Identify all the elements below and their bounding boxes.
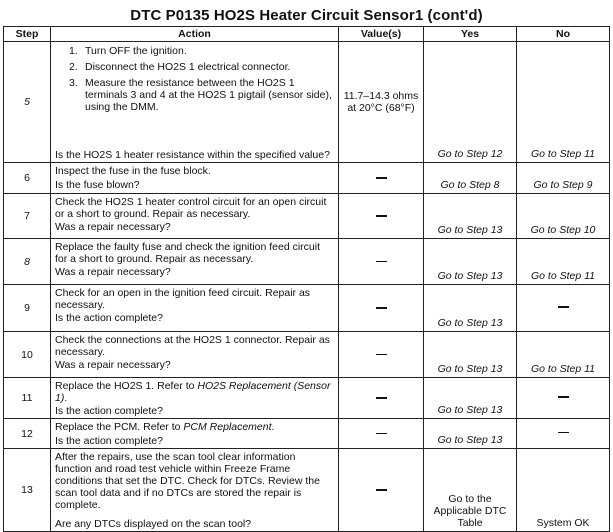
instruction-text: Replace the faulty fuse and check the ignition feed circuit for a short to ground. Repair as necessary.	[55, 241, 320, 265]
dash-mark	[558, 306, 569, 308]
step-number: 8	[4, 239, 51, 285]
instruction-text: After the repairs, use the scan tool clear information function and road test vehicle within Freeze Frame conditions that set the DTC. Check for DTCs. Review the scan tool data and if no DTCs are stored the repair is complete.	[55, 451, 320, 511]
action-cell	[51, 163, 339, 194]
table-row	[4, 239, 610, 285]
step-number: 13	[4, 449, 51, 532]
header-yes: Yes	[424, 27, 517, 42]
dash-mark	[376, 397, 387, 399]
action-cell	[51, 449, 339, 532]
action-cell	[51, 332, 339, 378]
instruction-text: Replace the PCM. Refer to PCM Replacement.	[55, 421, 275, 433]
table-row	[4, 378, 610, 419]
question-text: Was a repair necessary?	[55, 266, 171, 278]
table-header-row	[4, 27, 610, 42]
instruction-text: Check for an open in the ignition feed circuit. Repair as necessary.	[55, 287, 311, 311]
dash-mark	[376, 307, 387, 309]
question-text: Is the HO2S 1 heater resistance within the specified value?	[55, 149, 330, 161]
action-cell	[51, 378, 339, 419]
dash-mark	[376, 215, 387, 217]
question-text: Is the action complete?	[55, 435, 163, 447]
yes-result: Go to Step 8	[424, 163, 517, 194]
value-text	[339, 332, 424, 378]
dash-mark	[558, 432, 569, 434]
table-row	[4, 163, 610, 194]
question-text: Was a repair necessary?	[55, 359, 171, 371]
substep-item: 1. Turn OFF the ignition.	[69, 45, 187, 57]
yes-result: Go to Step 13	[424, 285, 517, 332]
value-text	[339, 239, 424, 285]
step-number: 7	[4, 194, 51, 239]
question-text: Is the action complete?	[55, 312, 163, 324]
substep-item: 2. Disconnect the HO2S 1 electrical connector.	[69, 61, 291, 73]
yes-result: Go to the Applicable DTC Table	[424, 449, 517, 532]
value-text	[339, 449, 424, 532]
yes-result: Go to Step 13	[424, 194, 517, 239]
yes-result: Go to Step 13	[424, 419, 517, 449]
no-result: Go to Step 11	[517, 42, 610, 163]
header-no: No	[517, 27, 610, 42]
action-cell	[51, 239, 339, 285]
question-text: Are any DTCs displayed on the scan tool?	[55, 518, 252, 530]
table-row	[4, 332, 610, 378]
no-result: System OK	[517, 449, 610, 532]
dash-mark	[376, 261, 387, 263]
value-text	[339, 194, 424, 239]
step-number: 12	[4, 419, 51, 449]
header-values: Value(s)	[339, 27, 424, 42]
dash-mark	[376, 433, 387, 435]
no-result	[517, 378, 610, 419]
instruction-text: Check the HO2S 1 heater control circuit for an open circuit or a short to ground. Repair as necessary.	[55, 196, 327, 220]
question-text: Was a repair necessary?	[55, 221, 171, 233]
action-cell	[51, 194, 339, 239]
no-result: Go to Step 9	[517, 163, 610, 194]
header-action: Action	[51, 27, 339, 42]
no-result	[517, 419, 610, 449]
value-text	[339, 378, 424, 419]
table-row	[4, 194, 610, 239]
header-step: Step	[4, 27, 51, 42]
question-text: Is the action complete?	[55, 405, 163, 417]
table-row	[4, 42, 610, 163]
value-text	[339, 285, 424, 332]
no-result	[517, 285, 610, 332]
instruction-text: Replace the HO2S 1. Refer to HO2S Replacement (Sensor 1).	[55, 380, 331, 404]
step-number: 10	[4, 332, 51, 378]
question-text: Is the fuse blown?	[55, 179, 140, 191]
no-result: Go to Step 11	[517, 239, 610, 285]
table-row	[4, 419, 610, 449]
action-cell	[51, 419, 339, 449]
yes-result: Go to Step 12	[424, 42, 517, 163]
reference-link[interactable]: HO2S Replacement (Sensor 1)	[55, 380, 331, 404]
dash-mark	[376, 489, 387, 491]
yes-result: Go to Step 13	[424, 332, 517, 378]
table-row	[4, 449, 610, 532]
dash-mark	[558, 396, 569, 398]
yes-result: Go to Step 13	[424, 378, 517, 419]
dash-mark	[376, 354, 387, 356]
diagnostic-table	[3, 26, 610, 532]
step-number: 6	[4, 163, 51, 194]
step-number: 5	[4, 42, 51, 163]
instruction-text: Check the connections at the HO2S 1 connector. Repair as necessary.	[55, 334, 330, 358]
action-cell	[51, 42, 339, 163]
reference-link[interactable]: PCM Replacement	[183, 421, 272, 433]
no-result: Go to Step 10	[517, 194, 610, 239]
page-title: DTC P0135 HO2S Heater Circuit Sensor1 (cont'd)	[130, 7, 483, 24]
value-text	[339, 419, 424, 449]
substep-list	[55, 44, 335, 117]
value-text	[339, 163, 424, 194]
table-row	[4, 285, 610, 332]
step-number: 11	[4, 378, 51, 419]
value-text: 11.7–14.3 ohms at 20°C (68°F)	[339, 42, 424, 163]
substep-item: 3. Measure the resistance between the HO2S 1 terminals 3 and 4 at the HO2S 1 pigtail (sensor side), using the DMM.	[69, 77, 332, 113]
yes-result: Go to Step 13	[424, 239, 517, 285]
no-result: Go to Step 11	[517, 332, 610, 378]
action-cell	[51, 285, 339, 332]
dash-mark	[376, 177, 387, 179]
step-number: 9	[4, 285, 51, 332]
instruction-text: Inspect the fuse in the fuse block.	[55, 165, 211, 177]
